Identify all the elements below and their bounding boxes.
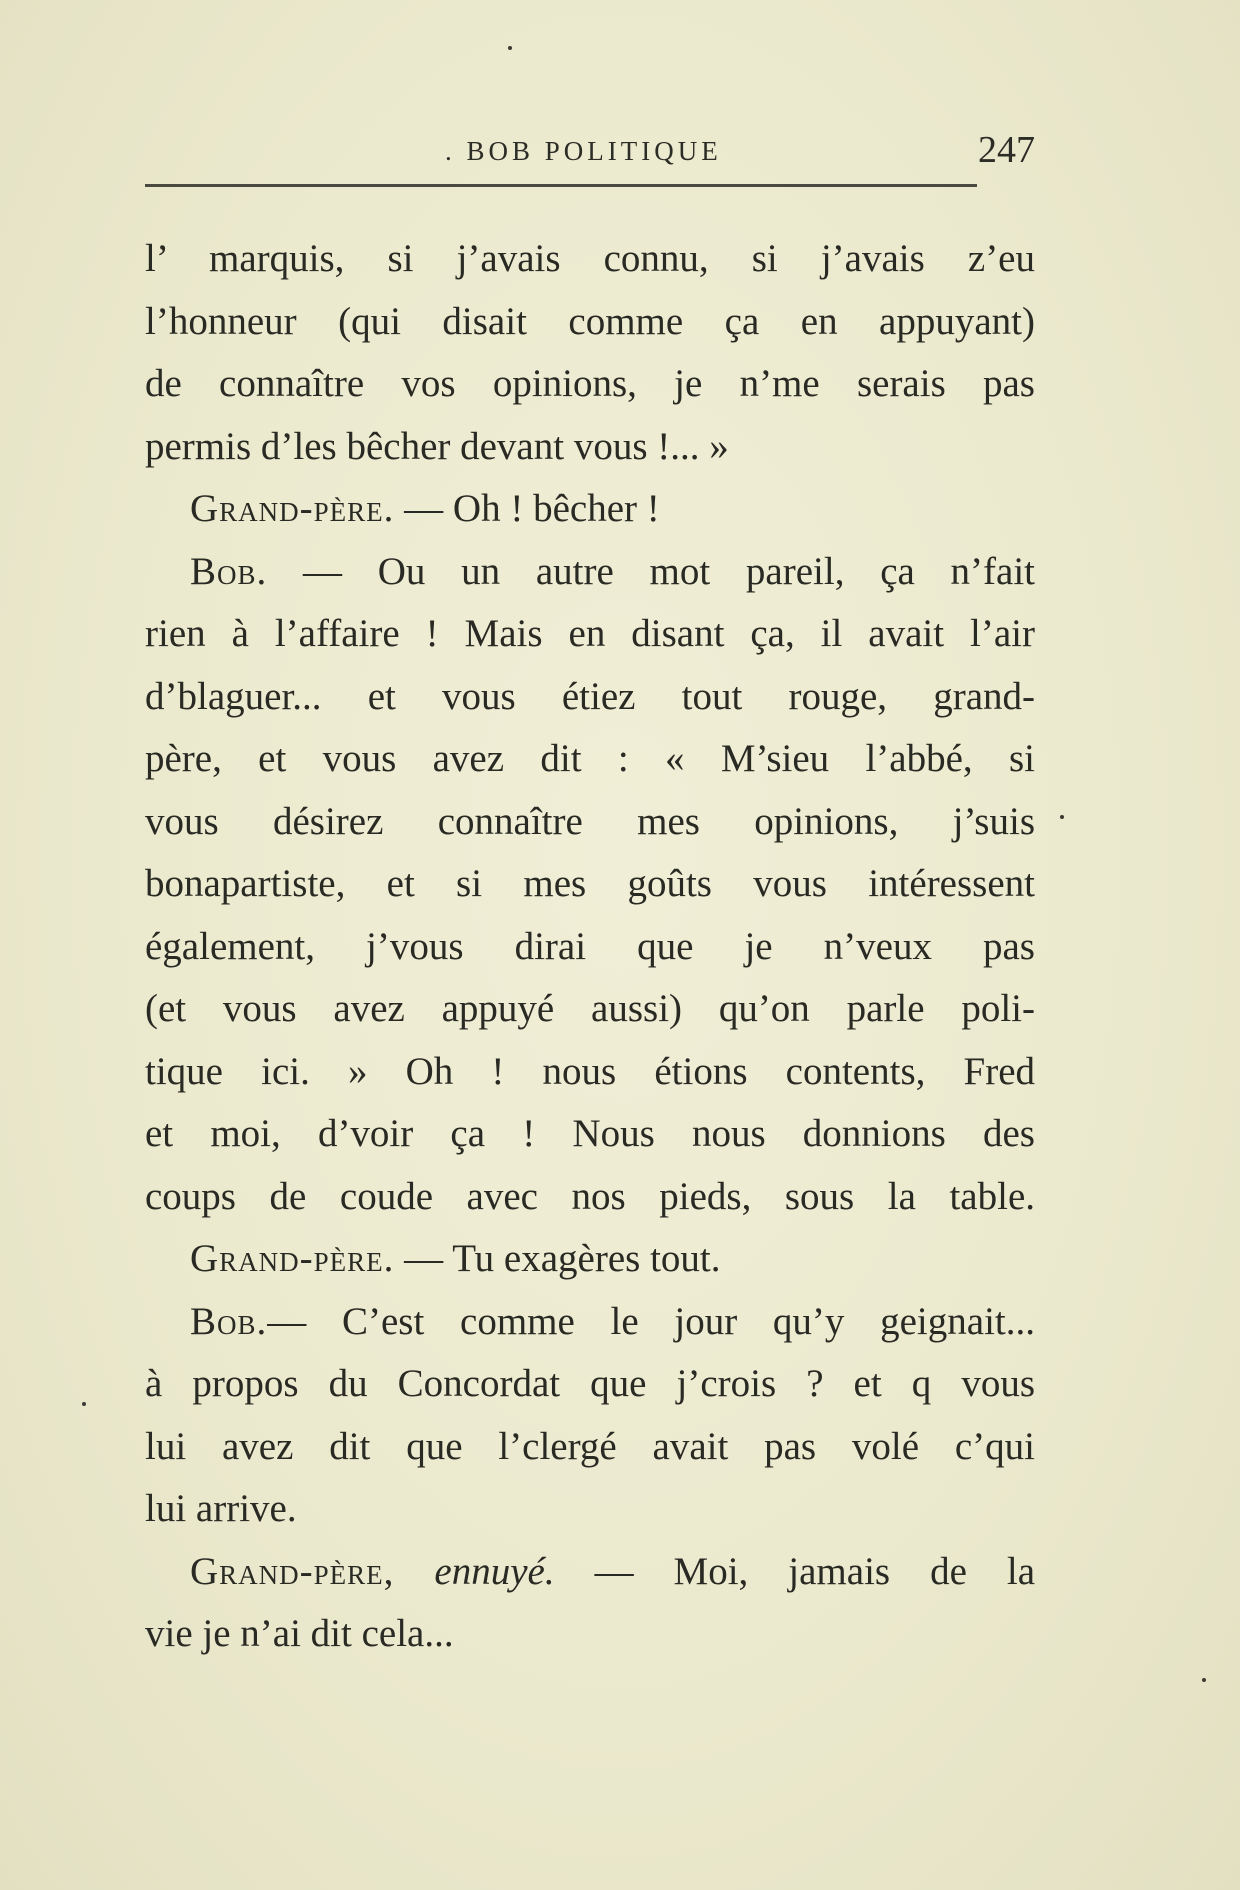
dialogue-line: Grand-père, ennuyé. — Moi, jamais de la <box>190 1549 1035 1593</box>
text-line: également, j’vous dirai que je n’veux pas <box>145 924 1035 968</box>
text-line: coups de coude avec nos pieds, sous la table. <box>145 1174 1035 1218</box>
text-line: lui arrive. <box>145 1487 297 1530</box>
page-header <box>145 128 1035 178</box>
dialogue-line: Bob. — Ou un autre mot pareil, ça n’fait <box>190 549 1035 593</box>
page-number: 247 <box>978 129 1035 171</box>
stage-direction: ennuyé. <box>394 1549 555 1593</box>
text-line: vie je n’ai dit cela... <box>145 1612 454 1655</box>
text-line: (et vous avez appuyé aussi) qu’on parle poli- <box>145 987 1035 1030</box>
dialogue-line: Bob.— C’est comme le jour qu’y geignait... <box>190 1299 1035 1343</box>
paper-speck <box>508 46 512 50</box>
text-line: et moi, d’voir ça ! Nous nous donnions des <box>145 1112 1035 1155</box>
dialogue-line: Grand-père. — Oh ! bêcher ! <box>190 487 660 530</box>
dialogue-line: Grand-père. — Tu exagères tout. <box>190 1237 721 1280</box>
header-rule <box>145 184 977 187</box>
speaker-name: Bob. <box>190 549 268 593</box>
text-line: bonapartiste, et si mes goûts vous intéressent <box>145 862 1035 905</box>
paper-speck <box>1060 815 1064 819</box>
text-line: d’blaguer... et vous étiez tout rouge, grand- <box>145 674 1035 718</box>
text-line: l’ marquis, si j’avais connu, si j’avais z’eu <box>145 237 1035 280</box>
body-text <box>145 228 1035 1666</box>
paper-speck <box>1202 1678 1206 1682</box>
text-line: permis d’les bêcher devant vous !... » <box>145 424 729 468</box>
text-line: vous désirez connaître mes opinions, j’suis <box>145 799 1035 843</box>
text-line: l’honneur (qui disait comme ça en appuyant) <box>145 299 1035 343</box>
text-line: à propos du Concordat que j’crois ? et q vous <box>145 1362 1035 1405</box>
speaker-name: Grand-père. <box>190 487 395 530</box>
text-line: lui avez dit que l’clergé avait pas volé c’qui <box>145 1424 1035 1468</box>
speaker-name: Bob. <box>190 1299 268 1343</box>
speaker-name: Grand-père, <box>190 1549 395 1593</box>
text-line: père, et vous avez dit : « M’sieu l’abbé, si <box>145 737 1035 780</box>
text-line: rien à l’affaire ! Mais en disant ça, il avait l’air <box>145 612 1035 655</box>
running-title: . BOB POLITIQUE <box>445 136 722 166</box>
paper-speck <box>82 1402 86 1406</box>
speaker-name: Grand-père. <box>190 1237 395 1280</box>
text-line: de connaître vos opinions, je n’me serais pas <box>145 362 1035 405</box>
text-line: tique ici. » Oh ! nous étions contents, Fred <box>145 1049 1035 1093</box>
